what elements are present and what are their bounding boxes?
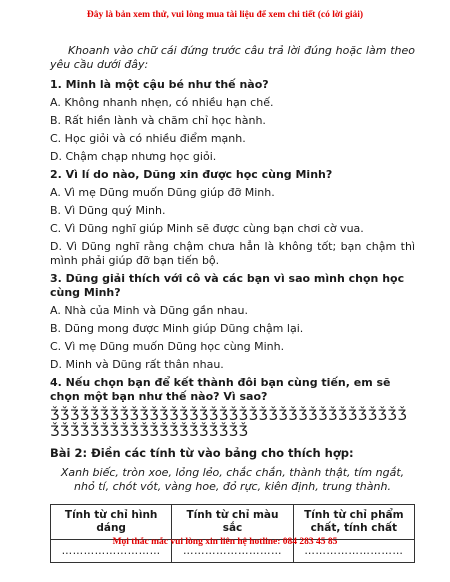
question-2-option-d[interactable]: D. Vì Dũng nghĩ rằng chậm chưa hẳn là không tốt; bạn chậm thì mình phải giúp đỡ bạn tiến bộ. bbox=[50, 240, 415, 267]
exercise-2-title: Bài 2: Điền các tính từ vào bảng cho thích hợp: bbox=[50, 446, 354, 460]
preview-notice: Đây là bản xem thử, vui lòng mua tài liệu để xem chi tiết (có lời giải) bbox=[86, 10, 364, 20]
question-4: 4. Nếu chọn bạn để kết thành đôi bạn cùng tiến, em sẽ chọn một bạn như thế nào? Vì sao? bbox=[50, 376, 391, 403]
question-3: 3. Dũng giải thích với cô và các bạn vì sao mình chọn học cùng Minh? bbox=[50, 272, 405, 299]
question-2-option-b[interactable]: B. Vì Dũng quý Minh. bbox=[50, 204, 166, 217]
question-1-option-d[interactable]: D. Chậm chạp nhưng học giỏi. bbox=[50, 150, 217, 163]
answer-cell-color[interactable]: ……………………… bbox=[172, 540, 293, 563]
question-2: 2. Vì lí do nào, Dũng xin được học cùng Minh? bbox=[50, 168, 333, 181]
answer-line[interactable]: ǮǮǮǮǮǮǮǮǮǮǮǮǮǮǮǮǮǮǮǮǮǮǮǮǮǮǮǮǮǮǮǮǮǮǮǮǮǮǮǮǮǮǮǮǮǮǮǮǮǮǮǮǮǮǮǮ bbox=[50, 408, 408, 440]
question-2-option-a[interactable]: A. Vì mẹ Dũng muốn Dũng giúp đỡ Minh. bbox=[50, 186, 275, 199]
question-1: 1. Minh là một cậu bé như thế nào? bbox=[50, 78, 269, 91]
instructions: Khoanh vào chữ cái đứng trước câu trả lời đúng hoặc làm theo yêu cầu dưới đây: bbox=[50, 44, 415, 71]
header-shape: Tính từ chỉ hình dáng bbox=[51, 505, 172, 540]
question-3-option-a[interactable]: A. Nhà của Minh và Dũng gần nhau. bbox=[50, 304, 248, 317]
question-3-option-d[interactable]: D. Minh và Dũng rất thân nhau. bbox=[50, 358, 224, 371]
adjective-table bbox=[50, 504, 415, 563]
question-3-option-c[interactable]: C. Vì mẹ Dũng muốn Dũng học cùng Minh. bbox=[50, 340, 285, 353]
answer-cell-quality[interactable]: ……………………… bbox=[293, 540, 414, 563]
table-header-row bbox=[51, 505, 415, 540]
question-2-option-c[interactable]: C. Vì Dũng nghĩ giúp Minh sẽ được cùng bạn chơi cờ vua. bbox=[50, 222, 364, 235]
question-3-option-b[interactable]: B. Dũng mong được Minh giúp Dũng chậm lại. bbox=[50, 322, 304, 335]
header-color: Tính từ chỉ màu sắc bbox=[172, 505, 293, 540]
header-quality: Tính từ chỉ phẩm chất, tính chất bbox=[293, 505, 414, 540]
hotline-notice: Mọi thắc mắc vui lòng xin liên hệ hotline: 084 283 45 85 bbox=[112, 537, 338, 547]
question-1-option-c[interactable]: C. Học giỏi và có nhiều điểm mạnh. bbox=[50, 132, 246, 145]
adjective-word-list: Xanh biếc, tròn xoe, lỏng lẻo, chắc chắn, thành thật, tím ngắt, nhỏ tí, chót vót, vàng hoe, đỏ rực, kiên định, trung thành. bbox=[60, 466, 405, 493]
question-1-option-b[interactable]: B. Rất hiền lành và chăm chỉ học hành. bbox=[50, 114, 266, 127]
worksheet-content bbox=[50, 44, 415, 563]
answer-cell-shape[interactable]: ……………………… bbox=[51, 540, 172, 563]
question-1-option-a[interactable]: A. Không nhanh nhẹn, có nhiều hạn chế. bbox=[50, 96, 274, 109]
